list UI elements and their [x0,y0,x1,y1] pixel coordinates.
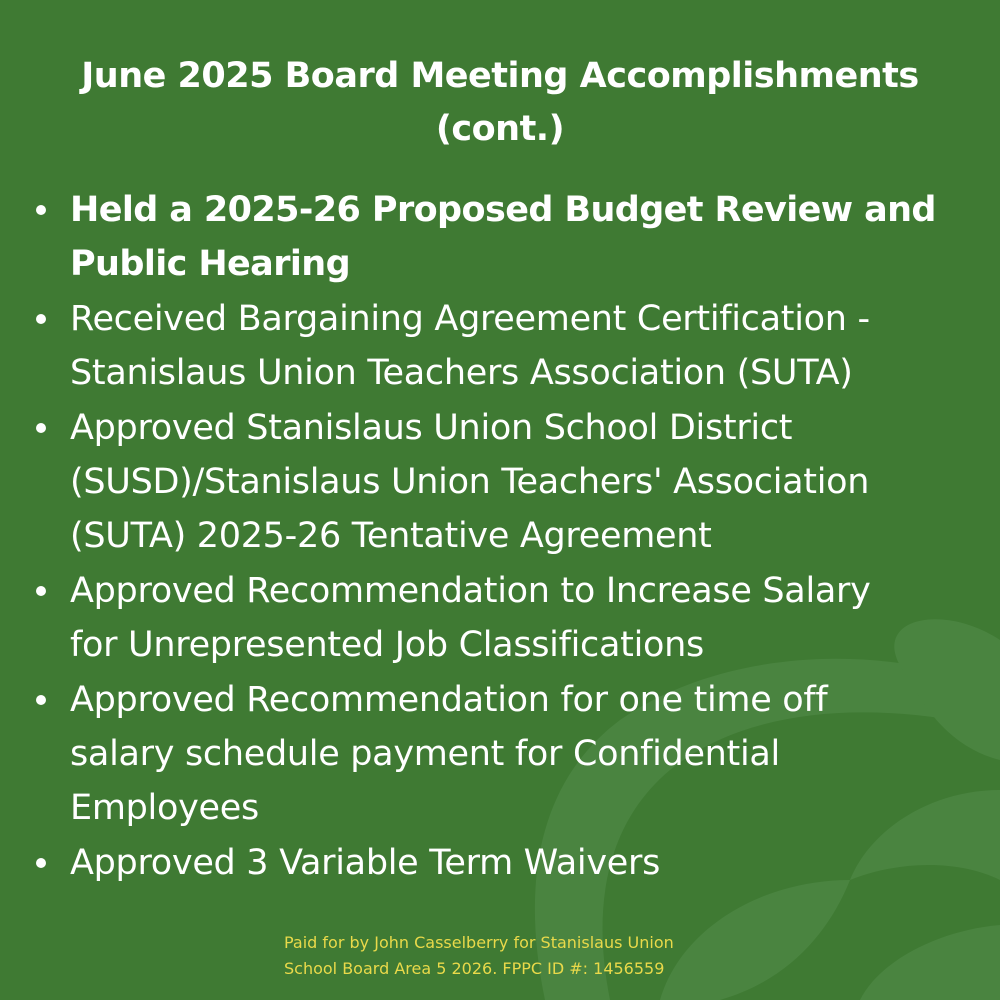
paid-for-disclaimer [284,930,674,982]
list-item-text: Approved Recommendation for one time off [70,679,828,720]
accomplishments-list [0,183,1000,890]
list-item-text: for Unrepresented Job Classifications [70,625,704,666]
list-item-text: Stanislaus Union Teachers Association (SUTA) [70,353,853,394]
bullet-dot-icon [36,205,46,215]
list-item-text: Employees [70,788,259,829]
list-item-budget-review [0,183,1000,292]
list-item-text: Received Bargaining Agreement Certification - [70,298,870,339]
list-item-text: Approved 3 Variable Term Waivers [70,842,660,883]
list-item-text: Held a 2025-26 Proposed Budget Review and [70,190,936,230]
page-title [0,50,1000,156]
bullet-dot-icon [36,314,46,324]
bullet-dot-icon [36,695,46,705]
bullet-dot-icon [36,858,46,868]
list-item-salary-increase [0,564,1000,673]
list-item-text: salary schedule payment for Confidential [70,734,780,775]
list-item-bargaining-certification [0,292,1000,401]
page-title-line-2: (cont.) [435,109,565,149]
bullet-dot-icon [36,423,46,433]
disclaimer-line-1: Paid for by John Casselberry for Stanislaus Union [284,933,674,952]
list-item-text: (SUTA) 2025-26 Tentative Agreement [70,516,712,557]
list-item-text: Approved Stanislaus Union School District [70,407,793,448]
page-title-line-1: June 2025 Board Meeting Accomplishments [81,56,919,96]
list-item-confidential-payment [0,673,1000,836]
list-item-text: Public Hearing [70,244,351,285]
bullet-dot-icon [36,586,46,596]
list-item-term-waivers [0,836,1000,890]
list-item-text: Approved Recommendation to Increase Salary [70,570,871,611]
list-item-tentative-agreement [0,401,1000,564]
disclaimer-line-2: School Board Area 5 2026. FPPC ID #: 1456559 [284,959,665,978]
list-item-text: (SUSD)/Stanislaus Union Teachers' Association [70,462,870,503]
